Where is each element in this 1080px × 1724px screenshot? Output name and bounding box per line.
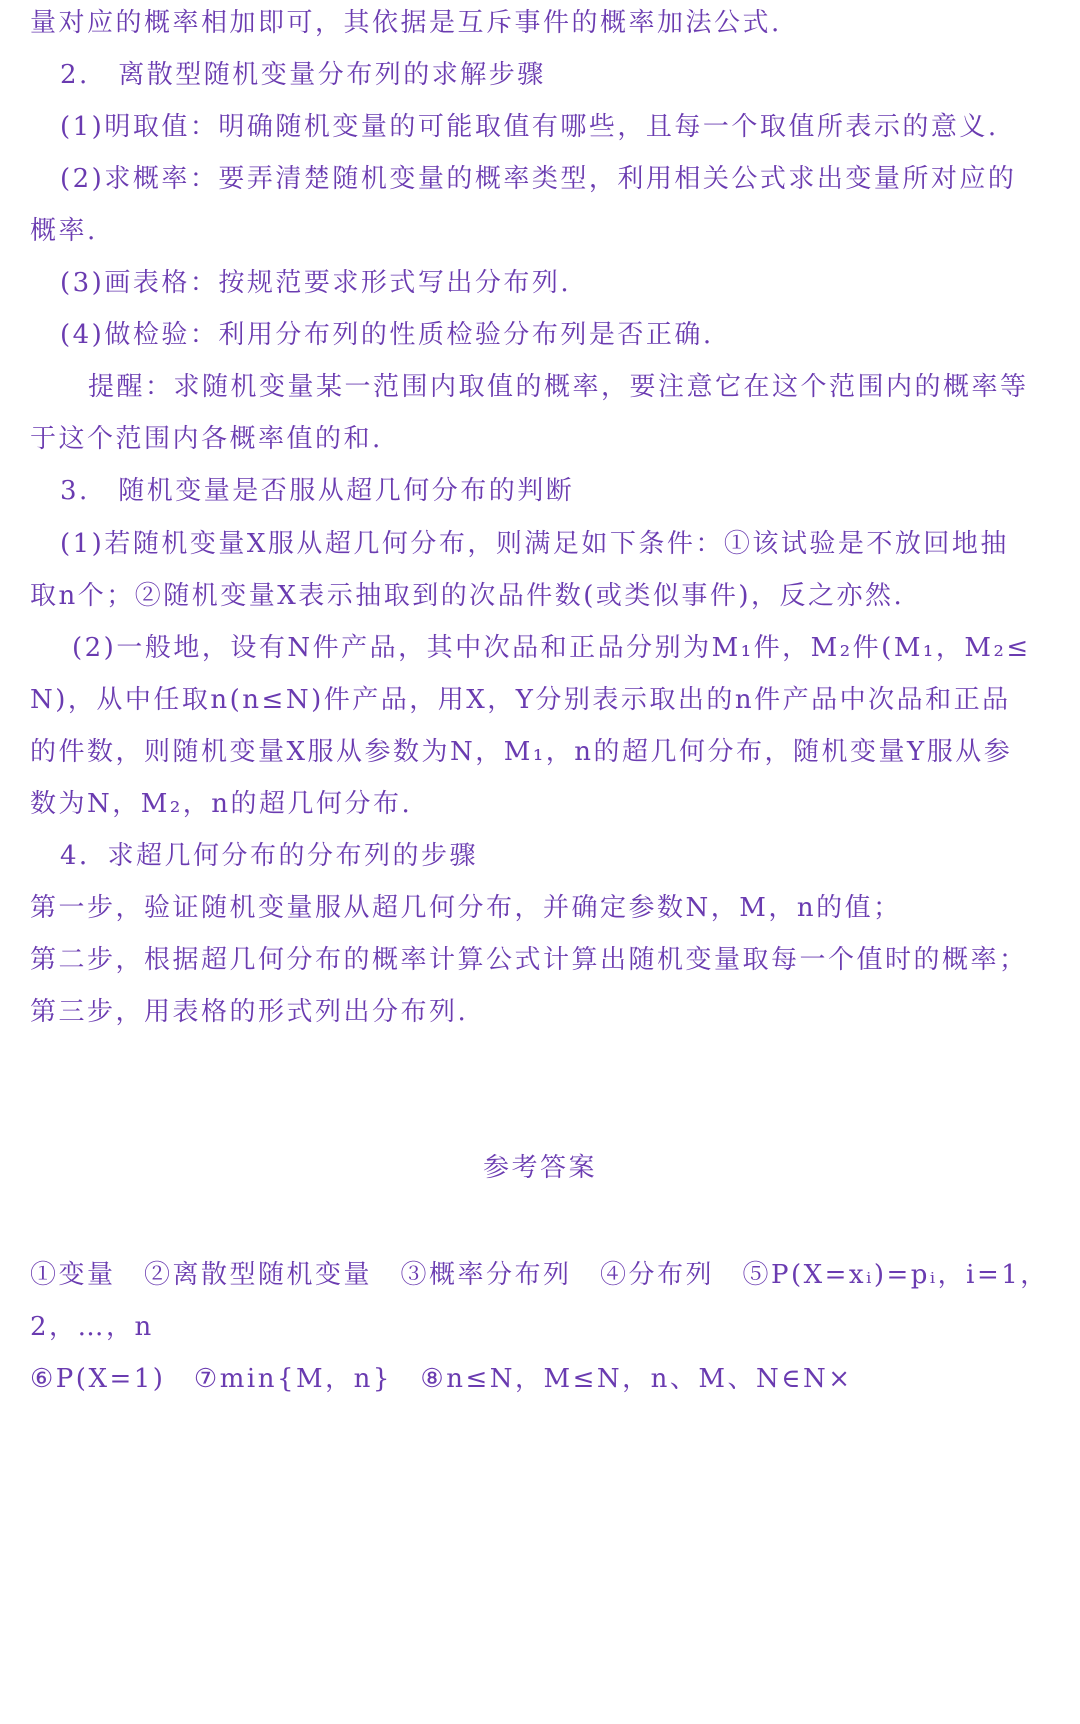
text-line-14: N)，从中任取n(n≤N)件产品，用X，Y分别表示取出的n件产品中次品和正品 (30, 685, 1011, 715)
section-heading-2: 2. 离散型随机变量分布列的求解步骤 (60, 60, 546, 90)
text-line-1: 量对应的概率相加即可，其依据是互斥事件的概率加法公式. (30, 8, 782, 38)
text-line-12: 取n个；②随机变量X表示抽取到的次品件数(或类似事件)，反之亦然. (30, 581, 905, 611)
text-line-11: (1)若随机变量X服从超几何分布，则满足如下条件：①该试验是不放回地抽 (60, 529, 1009, 559)
text-line-5: 概率. (30, 216, 98, 246)
step-two-line: 第二步，根据超几何分布的概率计算公式计算出随机变量取每一个值时的概率； (30, 945, 1028, 975)
text-line-9: 于这个范围内各概率值的和. (30, 424, 383, 454)
text-line-15: 的件数，则随机变量X服从参数为N，M₁，n的超几何分布，随机变量Y服从参 (30, 737, 1013, 767)
answer-line-3: ⑥P(X=1) ⑦min{M，n} ⑧n≤N，M≤N，n、M、N∈N× (30, 1364, 853, 1394)
answer-title: 参考答案 (482, 1153, 597, 1183)
section-heading-4: 4．求超几何分布的分布列的步骤 (60, 841, 479, 871)
answer-line-2: 2，…，n (30, 1312, 154, 1342)
step-one-line: 第一步，验证随机变量服从超几何分布，并确定参数N，M，n的值； (30, 893, 902, 923)
answer-line-1: ①变量 ②离散型随机变量 ③概率分布列 ④分布列 ⑤P(X=xᵢ)=pᵢ，i=1， (30, 1260, 1049, 1290)
text-line-16: 数为N，M₂，n的超几何分布. (30, 789, 413, 819)
text-line-13: (2)一般地，设有N件产品，其中次品和正品分别为M₁件，M₂件(M₁，M₂≤ (72, 633, 1031, 663)
text-line-3: (1)明取值：明确随机变量的可能取值有哪些，且每一个取值所表示的意义. (60, 112, 999, 142)
step-three-line: 第三步，用表格的形式列出分布列. (30, 997, 469, 1027)
text-line-7: (4)做检验：利用分布列的性质检验分布列是否正确. (60, 320, 714, 350)
reminder-line: 提醒：求随机变量某一范围内取值的概率，要注意它在这个范围内的概率等 (88, 372, 1029, 402)
text-line-4: (2)求概率：要弄清楚随机变量的概率类型，利用相关公式求出变量所对应的 (60, 164, 1017, 194)
text-line-6: (3)画表格：按规范要求形式写出分布列. (60, 268, 572, 298)
section-heading-3: 3. 随机变量是否服从超几何分布的判断 (60, 476, 575, 506)
